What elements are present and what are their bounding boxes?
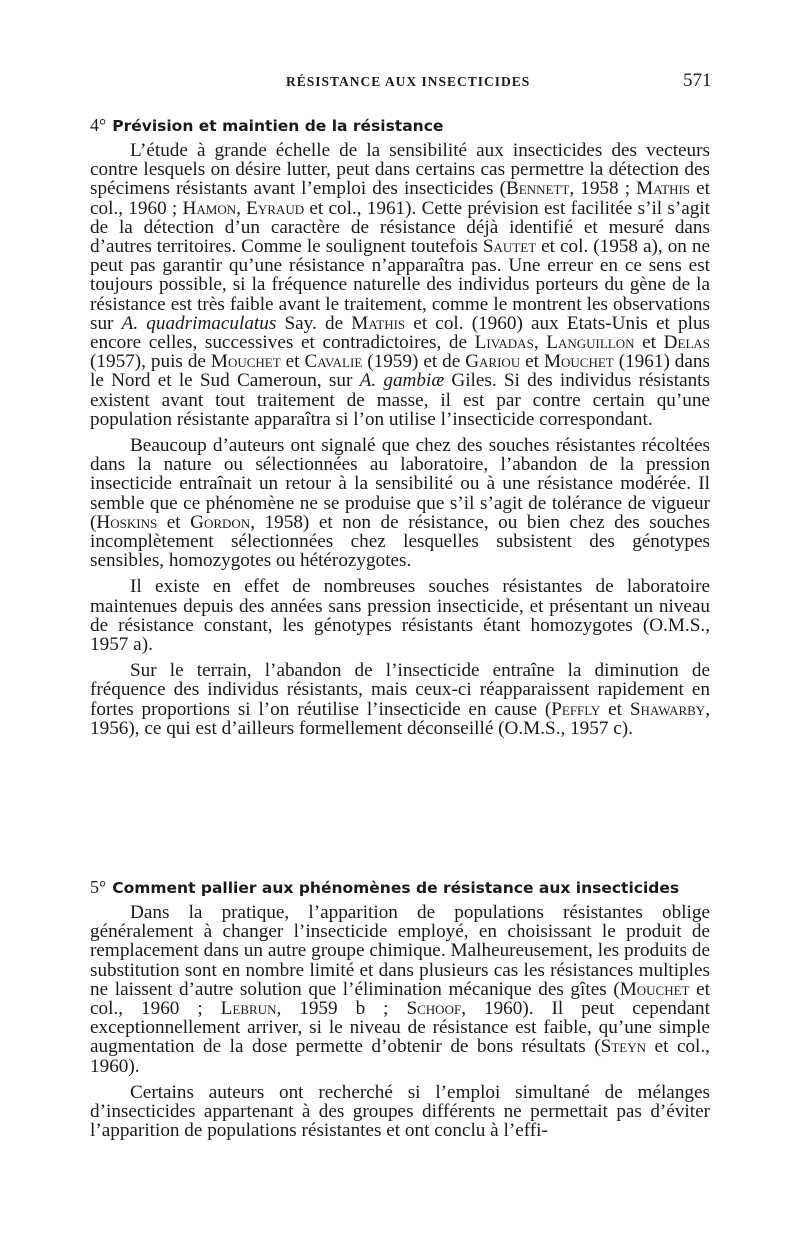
section-5 xyxy=(90,876,710,1147)
section-4 xyxy=(90,114,710,745)
author-name: Lebrun xyxy=(220,998,277,1020)
author-name: Delas xyxy=(663,332,710,354)
author-name: Hoskins xyxy=(96,511,158,533)
species-name: A. quadrimaculatus xyxy=(121,312,277,334)
text: L’étude à grande échelle de la sensibilité aux insecticides des vecteurs contre lesquels on désire lutter, peut dans certains cas permettre la détection des spécimens résistants avant l’emploi des insecticides ( xyxy=(90,140,710,200)
text: , 1958 ; xyxy=(569,178,637,200)
author-name: Eyraud xyxy=(246,197,305,219)
author-name: Mouchet xyxy=(543,351,614,373)
text: et xyxy=(280,351,305,373)
text: (1961) dans le Nord et le Sud Cameroun, sur xyxy=(90,351,710,392)
author-name: Mouchet xyxy=(210,351,281,373)
author-name: Sautet xyxy=(482,236,537,258)
text: et col., 1960 ; xyxy=(90,978,710,1020)
author-name: Gariou xyxy=(465,351,521,373)
author-name: Steyn xyxy=(600,1036,646,1058)
text: , 1956), ce qui est d’ailleurs formellement déconseillé (O.M.S., 1957 c). xyxy=(90,698,710,739)
species-name: A. gambiæ xyxy=(359,370,445,392)
author-name: Shawarby xyxy=(629,698,706,720)
text: , xyxy=(533,332,547,354)
text: et xyxy=(634,332,664,354)
author-name: Bennett xyxy=(505,178,570,200)
paragraph xyxy=(90,141,710,429)
author-name: Mathis xyxy=(636,178,691,200)
text: , 1960). Il peut cependant exceptionnellement arriver, si le niveau de résistance est faible, qu’une simple augmentation de la dose permette d’obtenir de bons résultats ( xyxy=(90,998,710,1058)
section-4-heading xyxy=(90,114,710,137)
paragraph: Certains auteurs ont recherché si l’emploi simultané de mélanges d’insecticides appartenant à des groupes différents ne permettait pas d’éviter l’apparition de populations résistantes et ont conclu à l’effi- xyxy=(90,1081,710,1142)
author-name: Mouchet xyxy=(619,978,690,1000)
section-5-heading xyxy=(90,876,710,899)
text: et xyxy=(600,698,630,720)
text: et col. (1960) aux Etats-Unis et plus encore celles, successives et contradictoires, de xyxy=(90,312,711,354)
text: Giles. Si des individus résistants existent avant tout traitement de masse, il est par contre certain qu’une population résistante apparaîtra si l’on utilise l’insecticide correspondant. xyxy=(90,370,710,430)
section-4-number: 4° xyxy=(90,115,107,135)
text: (1957), puis de xyxy=(90,351,211,373)
text: et col. (1958 a), on ne peut pas garantir qu’une résistance n’apparaîtra pas. Une erreur en ce sens est toujours possible, si la fréquence naturelle des individus porteurs du gène de la résistance est très faible avant le traitement, comme le montrent les observations sur xyxy=(90,236,710,334)
text: et col., 1961). Cette prévision est facilitée s’il s’agit de la détection d’un caractère de résistance déjà identifié et mesuré dans d’autres territoires. Comme le soulignent toutefois xyxy=(90,197,711,258)
author-name: Mathis xyxy=(351,312,406,334)
text: Say. de xyxy=(276,312,352,334)
text: et col., 1960 ; xyxy=(90,178,710,219)
text: Dans la pratique, l’apparition de populations résistantes oblige généralement à changer l’insecticide employé, en choisissant le produit de remplacement dans un autre groupe chimique. Malheureusement, les produits de substitution sont en nombre limité et dans plusieurs cas les résistances multiples ne laissent d’autre solution que l’élimination mécanique des gîtes ( xyxy=(90,902,710,1000)
author-name: Peffly xyxy=(551,698,601,720)
author-name: Livadas xyxy=(474,332,534,354)
paragraph: Il existe en effet de nombreuses souches résistantes de laboratoire maintenues depuis des années sans pression insecticide, et présentant un niveau de résistance constant, les génotypes résistants étant homozygotes (O.M.S., 1957 a). xyxy=(90,576,710,656)
text: , 1959 b ; xyxy=(276,998,407,1020)
paragraph xyxy=(90,903,710,1076)
paragraph xyxy=(90,661,710,738)
author-name: Languillon xyxy=(546,332,635,354)
author-name: Hamon xyxy=(182,197,237,219)
text: et xyxy=(520,351,544,373)
section-5-title: Comment pallier aux phénomènes de résistance aux insecticides xyxy=(112,879,680,897)
text: , xyxy=(236,197,247,219)
paragraph xyxy=(90,436,710,570)
text: Sur le terrain, l’abandon de l’insecticide entraîne la diminution de fréquence des individus résistants, mais ceux-ci réapparaissent rapidement en fortes proportions si l’on réutilise l’insecticide en cause ( xyxy=(90,660,710,720)
text: (1959) et de xyxy=(362,351,466,373)
page-number: 571 xyxy=(683,70,712,91)
text: , 1958) et non de résistance, ou bien chez des souches incomplètement sélectionnées chez lesquelles subsistent des génotypes sensibles, homozygotes ou hétérozygotes. xyxy=(90,511,710,572)
section-4-title: Prévision et maintien de la résistance xyxy=(112,117,444,135)
author-name: Gordon xyxy=(190,511,251,533)
author-name: Schoof xyxy=(406,998,462,1020)
text: et col., 1960). xyxy=(90,1036,710,1077)
text: Beaucoup d’auteurs ont signalé que chez des souches résistantes récoltées dans la nature ou sélectionnées au laboratoire, l’abandon de la pression insecticide entraînait un retour à la sensibilité ou à une résistance modérée. Il semble que ce phénomène ne se produise que s’il s’agit de tolérance de vigueur ( xyxy=(90,435,710,533)
section-5-number: 5° xyxy=(90,877,107,897)
running-header xyxy=(0,70,800,98)
text: et xyxy=(157,511,191,533)
author-name: Cavalie xyxy=(304,351,363,373)
running-title: RÉSISTANCE AUX INSECTICIDES xyxy=(286,74,531,89)
